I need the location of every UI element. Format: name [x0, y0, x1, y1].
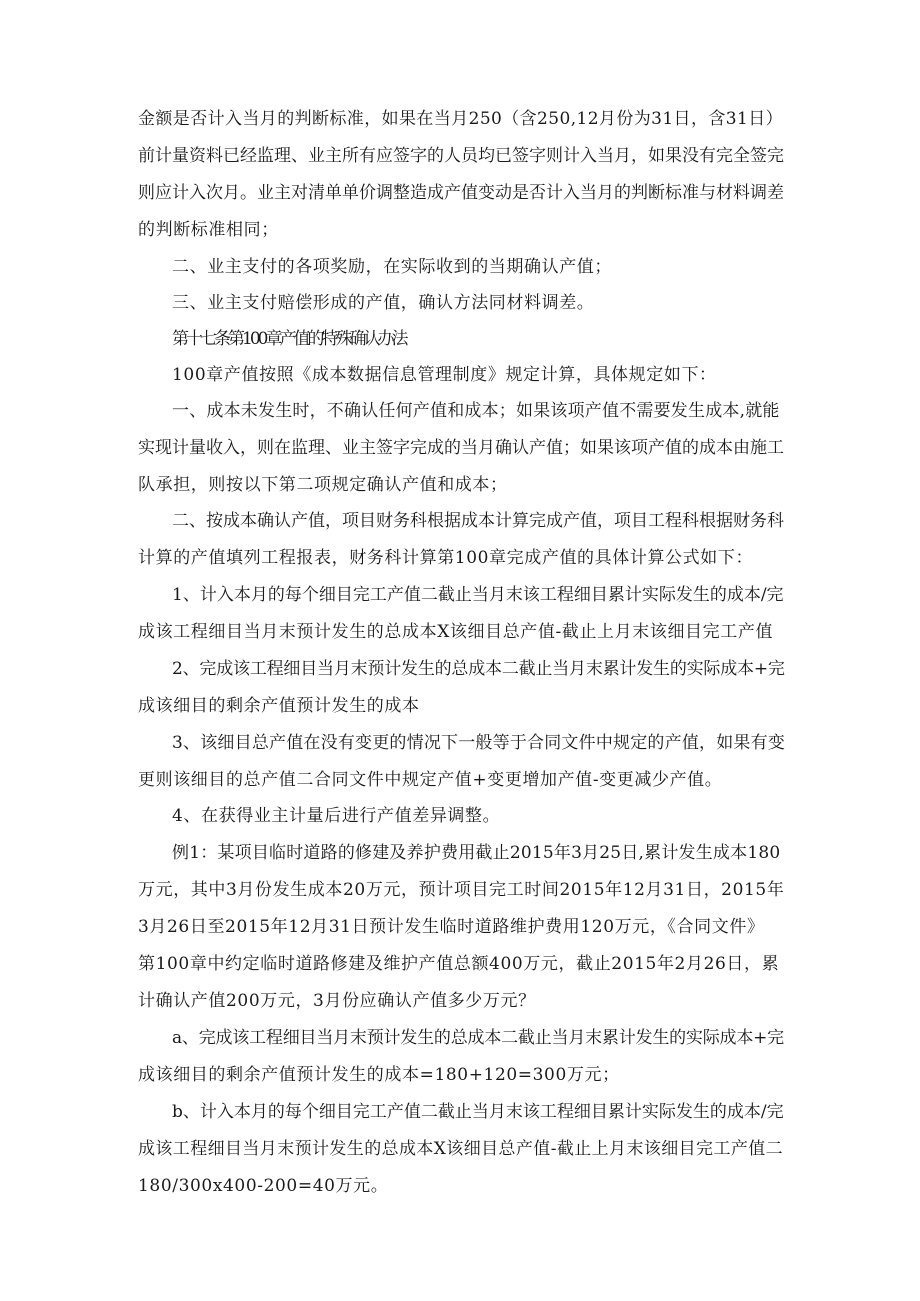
- paragraph-start: 二、按成本确认产值，项目财务科根据成本计算完成产值，项目工程科根据财务科: [172, 511, 784, 531]
- text-line: 180/300x400-200=40万元。: [138, 1176, 389, 1196]
- paragraph-start: 三、业主支付赔偿形成的产值，确认方法同材料调差。: [172, 293, 595, 313]
- paragraph-start: 2、完成该工程细目当月末预计发生的总成本二截止当月末累计发生的实际成本+完: [172, 659, 785, 679]
- paragraph-start: 例1：某项目临时道路的修建及养护费用截止2015年3月25日,累计发生成本180: [172, 843, 781, 863]
- paragraph-start: 100章产值按照《成本数据信息管理制度》规定计算，具体规定如下：: [172, 365, 717, 385]
- paragraph-start: 3、该细目总产值在没有变更的情况下一般等于合同文件中规定的产值，如果有变: [172, 733, 786, 753]
- text-line: 成该工程细目当月末预计发生的总成本X该细目总产值-截止上月末该细目完工产值二: [138, 1139, 784, 1159]
- text-line: 成该工程细目当月末预计发生的总成本X该细目总产值-截止上月末该细目完工产值: [138, 622, 774, 642]
- text-line: 计算的产值填列工程报表，财务科计算第100章完成产值的具体计算公式如下：: [138, 548, 754, 568]
- paragraph-start: b、计入本月的每个细目完工产值二截止当月末该工程细目累计实际发生的成本/完: [172, 1102, 784, 1122]
- text-line: 第100章中约定临时道路修建及维护产值总额400万元，截止2015年2月26日，累: [138, 954, 780, 974]
- paragraph-start: 一、成本未发生时，不确认任何产值和成本；如果该项产值不需要发生成本,就能: [172, 401, 780, 421]
- paragraph-start: a、完成该工程细目当月末预计发生的总成本二截止当月末累计发生的实际成本+完: [172, 1028, 784, 1048]
- text-line: 实现计量收入，则在监理、业主签字完成的当月确认产值；如果该项产值的成本由施工: [138, 438, 784, 458]
- section-heading: 第十七条第100章产值的特殊确认办法: [172, 329, 406, 349]
- text-line: 成该细目的剩余产值预计发生的成本=180+120=300万元；: [138, 1065, 620, 1085]
- text-line: 计确认产值200万元，3月份应确认产值多少万元？: [138, 991, 536, 1011]
- text-line: 更则该细目的总产值二合同文件中规定产值+变更增加产值-变更减少产值。: [138, 770, 723, 790]
- text-line: 金额是否计入当月的判断标准，如果在当月250（含250,12月份为31日，含31日）: [138, 109, 783, 129]
- text-line: 的判断标准相同；: [138, 220, 279, 240]
- paragraph-start: 4、在获得业主计量后进行产值差异调整。: [172, 806, 501, 826]
- text-line: 成该细目的剩余产值预计发生的成本: [138, 696, 420, 716]
- text-line: 3月26日至2015年12月31日预计发生临时道路维护费用120万元，《合同文件》: [138, 917, 765, 937]
- text-line: 万元，其中3月份发生成本20万元，预计项目完工时间2015年12月31日，2015年: [138, 880, 785, 900]
- paragraph-start: 二、业主支付的各项奖励，在实际收到的当期确认产值；: [172, 257, 612, 277]
- text-line: 队承担，则按以下第二项规定确认产值和成本；: [138, 475, 508, 495]
- text-line: 前计量资料已经监理、业主所有应签字的人员均已签字则计入当月，如果没有完全签完: [138, 146, 784, 166]
- paragraph-start: 1、计入本月的每个细目完工产值二截止当月末该工程细目累计实际发生的成本/完: [172, 585, 784, 605]
- text-line: 则应计入次月。业主对清单单价调整造成产值变动是否计入当月的判断标准与材料调差: [138, 183, 784, 203]
